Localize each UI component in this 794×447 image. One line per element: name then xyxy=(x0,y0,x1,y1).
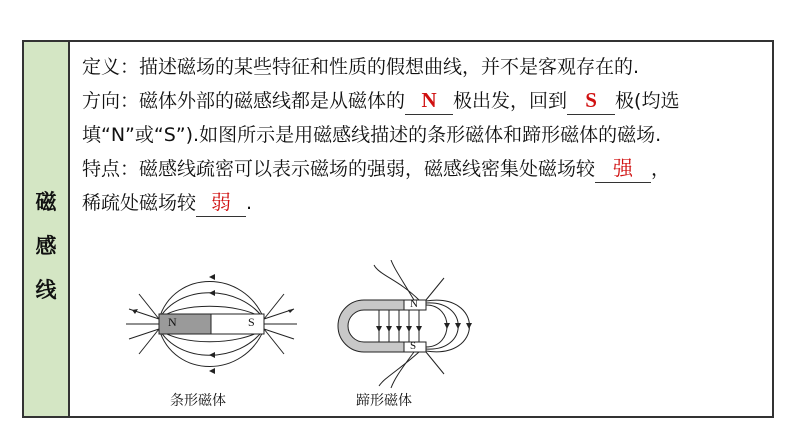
side-label xyxy=(24,180,68,312)
features-line xyxy=(82,152,772,186)
bar-pole-s: S xyxy=(248,315,255,329)
features-line2-after: . xyxy=(246,192,253,214)
answer-blank-weak xyxy=(196,189,246,217)
answer-weak: 弱 xyxy=(211,190,232,214)
features-label: 特点： xyxy=(82,158,140,180)
side-char: 感 xyxy=(35,234,57,258)
features-line2-before: 稀疏处磁场较 xyxy=(82,192,197,214)
magnet-figures xyxy=(124,264,544,414)
direction-text-mid: 极出发，回到 xyxy=(453,90,568,112)
side-char: 磁 xyxy=(35,190,57,214)
bar-magnet-caption: 条形磁体 xyxy=(170,393,226,409)
u-magnet-diagram xyxy=(319,260,539,390)
answer-s: S xyxy=(585,88,597,112)
direction-text-before: 磁体外部的磁感线都是从磁体的 xyxy=(139,90,406,112)
direction-text-after: 极(均选 xyxy=(615,90,680,112)
bar-pole-n: N xyxy=(168,315,177,329)
direction-line-2 xyxy=(82,118,772,152)
definition-line xyxy=(82,50,772,84)
u-pole-n: N xyxy=(410,298,418,310)
features-text-before: 磁感线疏密可以表示磁场的强弱，磁感线密集处磁场较 xyxy=(139,158,596,180)
direction-label: 方向： xyxy=(82,90,140,112)
knowledge-table xyxy=(22,40,774,418)
answer-blank-n xyxy=(405,87,453,115)
definition-label: 定义： xyxy=(82,56,140,78)
answer-blank-s xyxy=(567,87,615,115)
bar-magnet-n xyxy=(159,314,211,334)
side-char: 线 xyxy=(35,278,57,302)
features-line-2 xyxy=(82,186,772,220)
answer-blank-strong xyxy=(595,155,651,183)
definition-text: 描述磁场的某些特征和性质的假想曲线，并不是客观存在的. xyxy=(139,56,640,78)
side-header xyxy=(24,42,70,416)
bar-magnet-diagram xyxy=(124,264,299,384)
u-pole-s: S xyxy=(410,340,417,352)
answer-n: N xyxy=(421,88,437,112)
features-text-mid: ， xyxy=(651,158,671,180)
bar-magnet-s xyxy=(211,314,264,334)
u-magnet-caption: 蹄形磁体 xyxy=(356,393,412,409)
answer-strong: 强 xyxy=(613,156,634,180)
direction-line2-text: 填“N”或“S”).如图所示是用磁感线描述的条形磁体和蹄形磁体的磁场. xyxy=(82,124,662,146)
direction-line xyxy=(82,84,772,118)
content-area xyxy=(82,50,772,220)
